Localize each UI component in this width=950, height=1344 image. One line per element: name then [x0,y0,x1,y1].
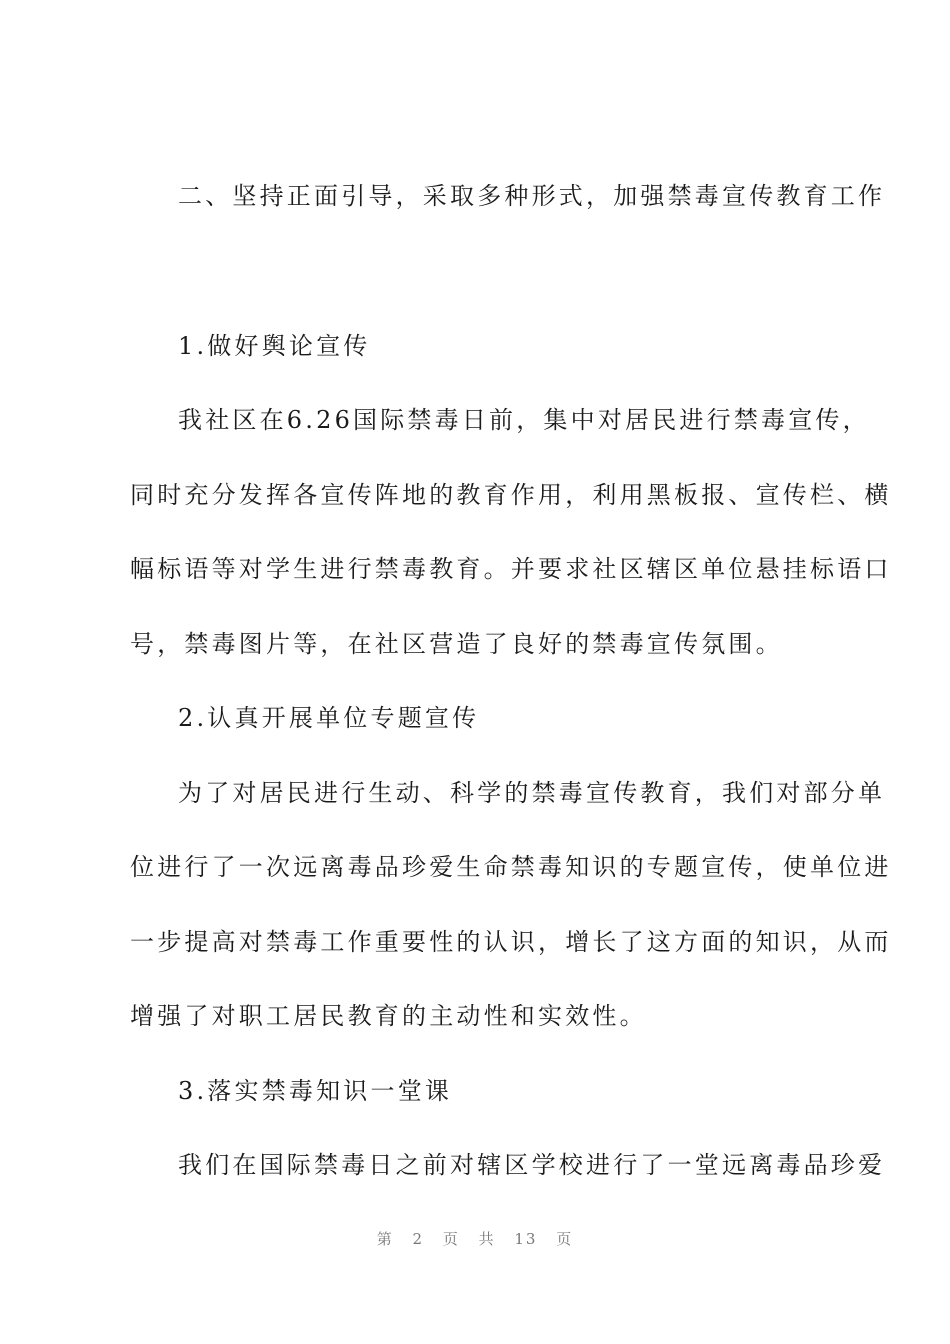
paragraph-line: 一步提高对禁毒工作重要性的认识，增长了这方面的知识，从而 [130,928,892,956]
page-footer: 第 2 页 共 13 页 [376,1230,574,1248]
paragraph-line: 我们在国际禁毒日之前对辖区学校进行了一堂远离毒品珍爱 [178,1151,886,1179]
paragraph-line: 为了对居民进行生动、科学的禁毒宣传教育，我们对部分单 [178,779,886,807]
subheading-3: 3.落实禁毒知识一堂课 [178,1077,453,1105]
paragraph-line: 同时充分发挥各宣传阵地的教育作用，利用黑板报、宣传栏、横 [130,481,892,509]
paragraph-line: 增强了对职工居民教育的主动性和实效性。 [130,1002,647,1030]
paragraph-line: 幅标语等对学生进行禁毒教育。并要求社区辖区单位悬挂标语口 [130,555,892,583]
paragraph-line: 号，禁毒图片等，在社区营造了良好的禁毒宣传氛围。 [130,630,783,658]
section-heading: 二、坚持正面引导，采取多种形式，加强禁毒宣传教育工作 [178,182,886,210]
subheading-1: 1.做好舆论宣传 [178,332,371,360]
paragraph-line: 我社区在6.26国际禁毒日前，集中对居民进行禁毒宣传， [178,406,870,434]
paragraph-line: 位进行了一次远离毒品珍爱生命禁毒知识的专题宣传，使单位进 [130,853,892,881]
subheading-2: 2.认真开展单位专题宣传 [178,704,480,732]
